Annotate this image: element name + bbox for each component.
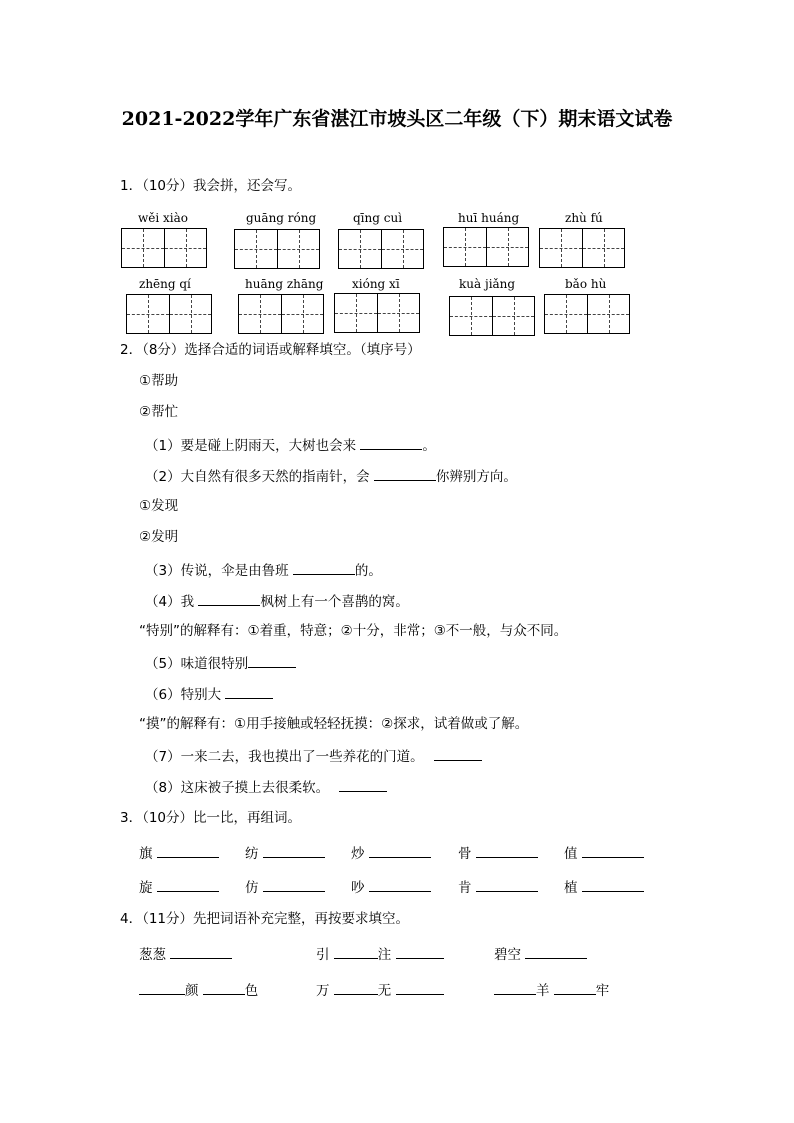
answer-blank[interactable]: [374, 466, 436, 481]
char-item: 仿: [245, 877, 325, 897]
pinyin-label: qīng cuì: [353, 211, 403, 225]
answer-blank[interactable]: [476, 877, 538, 892]
answer-blank[interactable]: [293, 560, 355, 575]
sentence-8: （8）这床被子摸上去很柔软。: [145, 777, 387, 797]
answer-blank[interactable]: [369, 843, 431, 858]
idiom-item: 碧空: [494, 944, 587, 964]
writing-grid[interactable]: [334, 293, 420, 333]
sentence-3: （3）传说，伞是由鲁班 的。: [145, 560, 382, 580]
answer-blank[interactable]: [139, 980, 185, 995]
char-item: 旗: [139, 843, 219, 863]
tebie-definitions: “特别”的解释有：①着重，特意；②十分，非常；③不一般，与众不同。: [139, 623, 568, 639]
idiom-item: 引 注: [316, 944, 444, 964]
answer-blank[interactable]: [170, 944, 232, 959]
page-title: 2021-2022学年广东省湛江市坡头区二年级（下）期末语文试卷: [121, 108, 673, 130]
answer-blank[interactable]: [198, 591, 260, 606]
answer-blank[interactable]: [396, 944, 444, 959]
writing-grid[interactable]: [338, 229, 424, 269]
char-item: 炒: [351, 843, 431, 863]
pinyin-label: kuà jiǎng: [459, 277, 516, 291]
pinyin-label: bǎo hù: [565, 277, 607, 291]
pinyin-label: huāng zhāng: [245, 277, 324, 291]
sentence-2: （2）大自然有很多天然的指南针，会 你辨别方向。: [145, 466, 517, 486]
answer-blank[interactable]: [494, 980, 536, 995]
char-item: 吵: [351, 877, 431, 897]
answer-blank[interactable]: [157, 877, 219, 892]
char-item: 肯: [458, 877, 538, 897]
option-help: ①帮助: [139, 373, 179, 389]
answer-blank[interactable]: [525, 944, 587, 959]
answer-blank[interactable]: [369, 877, 431, 892]
q2-stem: 2．（8分）选择合适的词语或解释填空。（填序号）: [120, 342, 421, 358]
writing-grid[interactable]: [544, 294, 630, 334]
idiom-item: 万 无: [316, 980, 444, 1000]
char-item: 植: [564, 877, 644, 897]
pinyin-label: wěi xiào: [138, 211, 189, 225]
writing-grid[interactable]: [539, 228, 625, 268]
pinyin-label: xióng xī: [352, 277, 400, 291]
answer-blank[interactable]: [360, 435, 422, 450]
answer-blank[interactable]: [334, 944, 378, 959]
answer-blank[interactable]: [396, 980, 444, 995]
answer-blank[interactable]: [554, 980, 596, 995]
sentence-4: （4）我 枫树上有一个喜鹊的窝。: [145, 591, 409, 611]
answer-blank[interactable]: [248, 653, 296, 668]
sentence-7: （7）一来二去，我也摸出了一些养花的门道。: [145, 746, 482, 766]
pinyin-label: guāng róng: [246, 211, 317, 225]
q3-stem: 3．（10分）比一比，再组词。: [120, 810, 302, 826]
answer-blank[interactable]: [334, 980, 378, 995]
mo-definitions: “摸”的解释有：①用手接触或轻轻抚摸：②探求，试着做或了解。: [139, 716, 529, 732]
answer-blank[interactable]: [476, 843, 538, 858]
answer-blank[interactable]: [263, 843, 325, 858]
q4-stem: 4．（11分）先把词语补充完整，再按要求填空。: [120, 911, 410, 927]
option-discover: ①发现: [139, 498, 179, 514]
idiom-item: 羊 牢: [494, 980, 609, 1000]
writing-grid[interactable]: [443, 227, 529, 267]
idiom-item: 颜 色: [139, 980, 258, 1000]
q1-stem: 1．（10分）我会拼，还会写。: [120, 178, 302, 194]
answer-blank[interactable]: [582, 877, 644, 892]
option-invent: ②发明: [139, 529, 179, 545]
char-item: 值: [564, 843, 644, 863]
answer-blank[interactable]: [203, 980, 245, 995]
answer-blank[interactable]: [225, 684, 273, 699]
char-item: 骨: [458, 843, 538, 863]
pinyin-label: zhù fú: [565, 211, 603, 225]
sentence-6: （6）特别大: [145, 684, 273, 704]
sentence-5: （5）味道很特别: [145, 653, 296, 673]
char-item: 纺: [245, 843, 325, 863]
writing-grid[interactable]: [449, 296, 535, 336]
writing-grid[interactable]: [234, 229, 320, 269]
writing-grid[interactable]: [238, 294, 324, 334]
answer-blank[interactable]: [157, 843, 219, 858]
writing-grid[interactable]: [121, 228, 207, 268]
pinyin-label: zhēng qí: [139, 277, 191, 291]
answer-blank[interactable]: [434, 746, 482, 761]
answer-blank[interactable]: [339, 777, 387, 792]
option-help-out: ②帮忙: [139, 404, 179, 420]
char-item: 旋: [139, 877, 219, 897]
writing-grid[interactable]: [126, 294, 212, 334]
answer-blank[interactable]: [582, 843, 644, 858]
pinyin-label: huī huáng: [458, 211, 520, 225]
idiom-item: 葱葱: [139, 944, 232, 964]
sentence-1: （1）要是碰上阴雨天，大树也会来 。: [145, 435, 436, 455]
answer-blank[interactable]: [263, 877, 325, 892]
